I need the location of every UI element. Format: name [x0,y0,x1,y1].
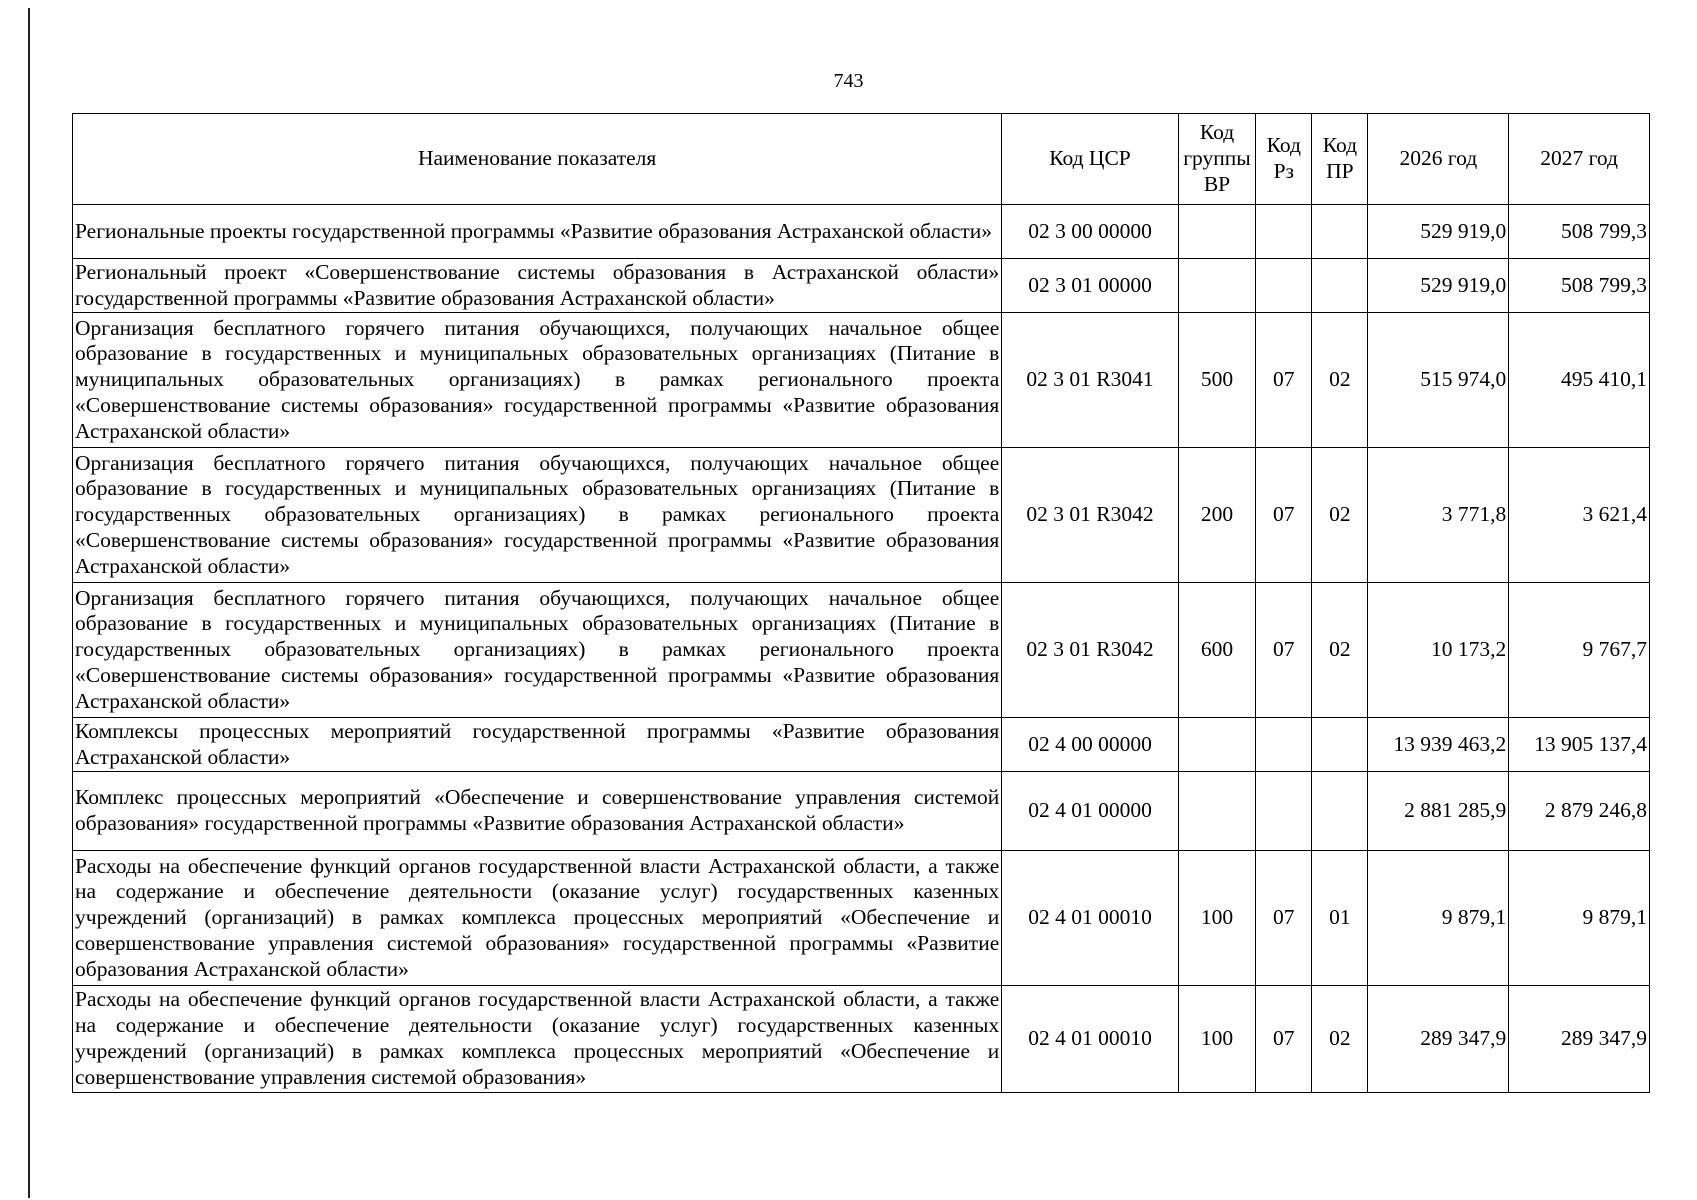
table-row [73,205,1650,259]
row-pr: 02 [1312,986,1368,1093]
row-rz [1256,259,1312,313]
row-name: Региональный проект «Совершенствование системы образования в Астраханской области» государственной программы «Развитие образования Астраханской области» [73,259,1002,313]
row-pr [1312,205,1368,259]
header-2027: 2027 год [1509,114,1650,205]
binding-margin-line [28,8,30,1198]
row-2027: 289 347,9 [1509,986,1650,1093]
row-rz: 07 [1256,448,1312,583]
page-number: 743 [833,70,864,92]
row-csr: 02 3 01 R3042 [1002,448,1178,583]
row-2026: 3 771,8 [1368,448,1509,583]
row-pr [1312,718,1368,772]
row-csr: 02 3 01 R3042 [1002,583,1178,718]
table-row [73,772,1650,851]
row-csr: 02 4 01 00010 [1002,851,1178,986]
row-vr: 200 [1178,448,1256,583]
row-2027: 508 799,3 [1509,205,1650,259]
row-rz: 07 [1256,851,1312,986]
header-pr: Код ПР [1312,114,1368,205]
row-name: Организация бесплатного горячего питания обучающихся, получающих начальное общее образование в государственных и муниципальных образовательных организациях (Питание в государственных образовательных организациях) в рамках регионального проекта «Совершенствование системы образования» государственной программы «Развитие образования Астраханской области» [73,448,1002,583]
row-2026: 529 919,0 [1368,259,1509,313]
row-2027: 495 410,1 [1509,313,1650,448]
header-vr: Код группы ВР [1178,114,1256,205]
table-row [73,259,1650,313]
row-csr: 02 3 01 R3041 [1002,313,1178,448]
row-name: Комплексы процессных мероприятий государственной программы «Развитие образования Астраханской области» [73,718,1002,772]
table-row [73,448,1650,583]
row-csr: 02 4 01 00010 [1002,986,1178,1093]
row-2026: 515 974,0 [1368,313,1509,448]
row-vr: 600 [1178,583,1256,718]
row-name: Организация бесплатного горячего питания обучающихся, получающих начальное общее образование в государственных и муниципальных образовательных организациях (Питание в государственных образовательных организациях) в рамках регионального проекта «Совершенствование системы образования» государственной программы «Развитие образования Астраханской области» [73,583,1002,718]
row-2026: 2 881 285,9 [1368,772,1509,851]
row-pr [1312,259,1368,313]
row-2027: 2 879 246,8 [1509,772,1650,851]
row-vr [1178,259,1256,313]
row-vr: 100 [1178,851,1256,986]
header-name: Наименование показателя [73,114,1002,205]
row-name: Комплекс процессных мероприятий «Обеспечение и совершенствование управления системой образования» государственной программы «Развитие образования Астраханской области» [73,772,1002,851]
row-vr [1178,205,1256,259]
row-name: Организация бесплатного горячего питания обучающихся, получающих начальное общее образование в государственных и муниципальных образовательных организациях (Питание в муниципальных образовательных организациях) в рамках регионального проекта «Совершенствование системы образования» государственной программы «Развитие образования Астраханской области» [73,313,1002,448]
row-rz [1256,772,1312,851]
row-pr: 02 [1312,448,1368,583]
row-2026: 289 347,9 [1368,986,1509,1093]
row-rz: 07 [1256,986,1312,1093]
row-2026: 529 919,0 [1368,205,1509,259]
row-pr: 02 [1312,313,1368,448]
table-row [73,986,1650,1093]
row-2026: 9 879,1 [1368,851,1509,986]
table-header-row [73,114,1650,205]
row-vr: 100 [1178,986,1256,1093]
header-2026: 2026 год [1368,114,1509,205]
row-vr [1178,718,1256,772]
header-csr: Код ЦСР [1002,114,1178,205]
header-rz: Код Рз [1256,114,1312,205]
row-2027: 508 799,3 [1509,259,1650,313]
row-rz [1256,718,1312,772]
table-row [73,313,1650,448]
row-name: Региональные проекты государственной программы «Развитие образования Астраханской области» [73,205,1002,259]
table-row [73,718,1650,772]
row-2026: 10 173,2 [1368,583,1509,718]
row-rz: 07 [1256,583,1312,718]
table-row [73,583,1650,718]
table-row [73,851,1650,986]
row-2027: 13 905 137,4 [1509,718,1650,772]
row-name: Расходы на обеспечение функций органов государственной власти Астраханской области, а также на содержание и обеспечение деятельности (оказание услуг) государственных казенных учреждений (организаций) в рамках комплекса процессных мероприятий «Обеспечение и совершенствование управления системой образования» государственной программы «Развитие образования Астраханской области» [73,851,1002,986]
budget-table [72,113,1650,1093]
row-2027: 9 767,7 [1509,583,1650,718]
row-csr: 02 4 01 00000 [1002,772,1178,851]
row-csr: 02 3 01 00000 [1002,259,1178,313]
row-2027: 3 621,4 [1509,448,1650,583]
row-rz: 07 [1256,313,1312,448]
row-pr: 02 [1312,583,1368,718]
row-pr: 01 [1312,851,1368,986]
row-2027: 9 879,1 [1509,851,1650,986]
row-pr [1312,772,1368,851]
row-csr: 02 3 00 00000 [1002,205,1178,259]
row-name: Расходы на обеспечение функций органов государственной власти Астраханской области, а также на содержание и обеспечение деятельности (оказание услуг) государственных казенных учреждений (организаций) в рамках комплекса процессных мероприятий «Обеспечение и совершенствование управления системой образования» [73,986,1002,1093]
row-vr: 500 [1178,313,1256,448]
row-rz [1256,205,1312,259]
row-2026: 13 939 463,2 [1368,718,1509,772]
row-csr: 02 4 00 00000 [1002,718,1178,772]
row-vr [1178,772,1256,851]
